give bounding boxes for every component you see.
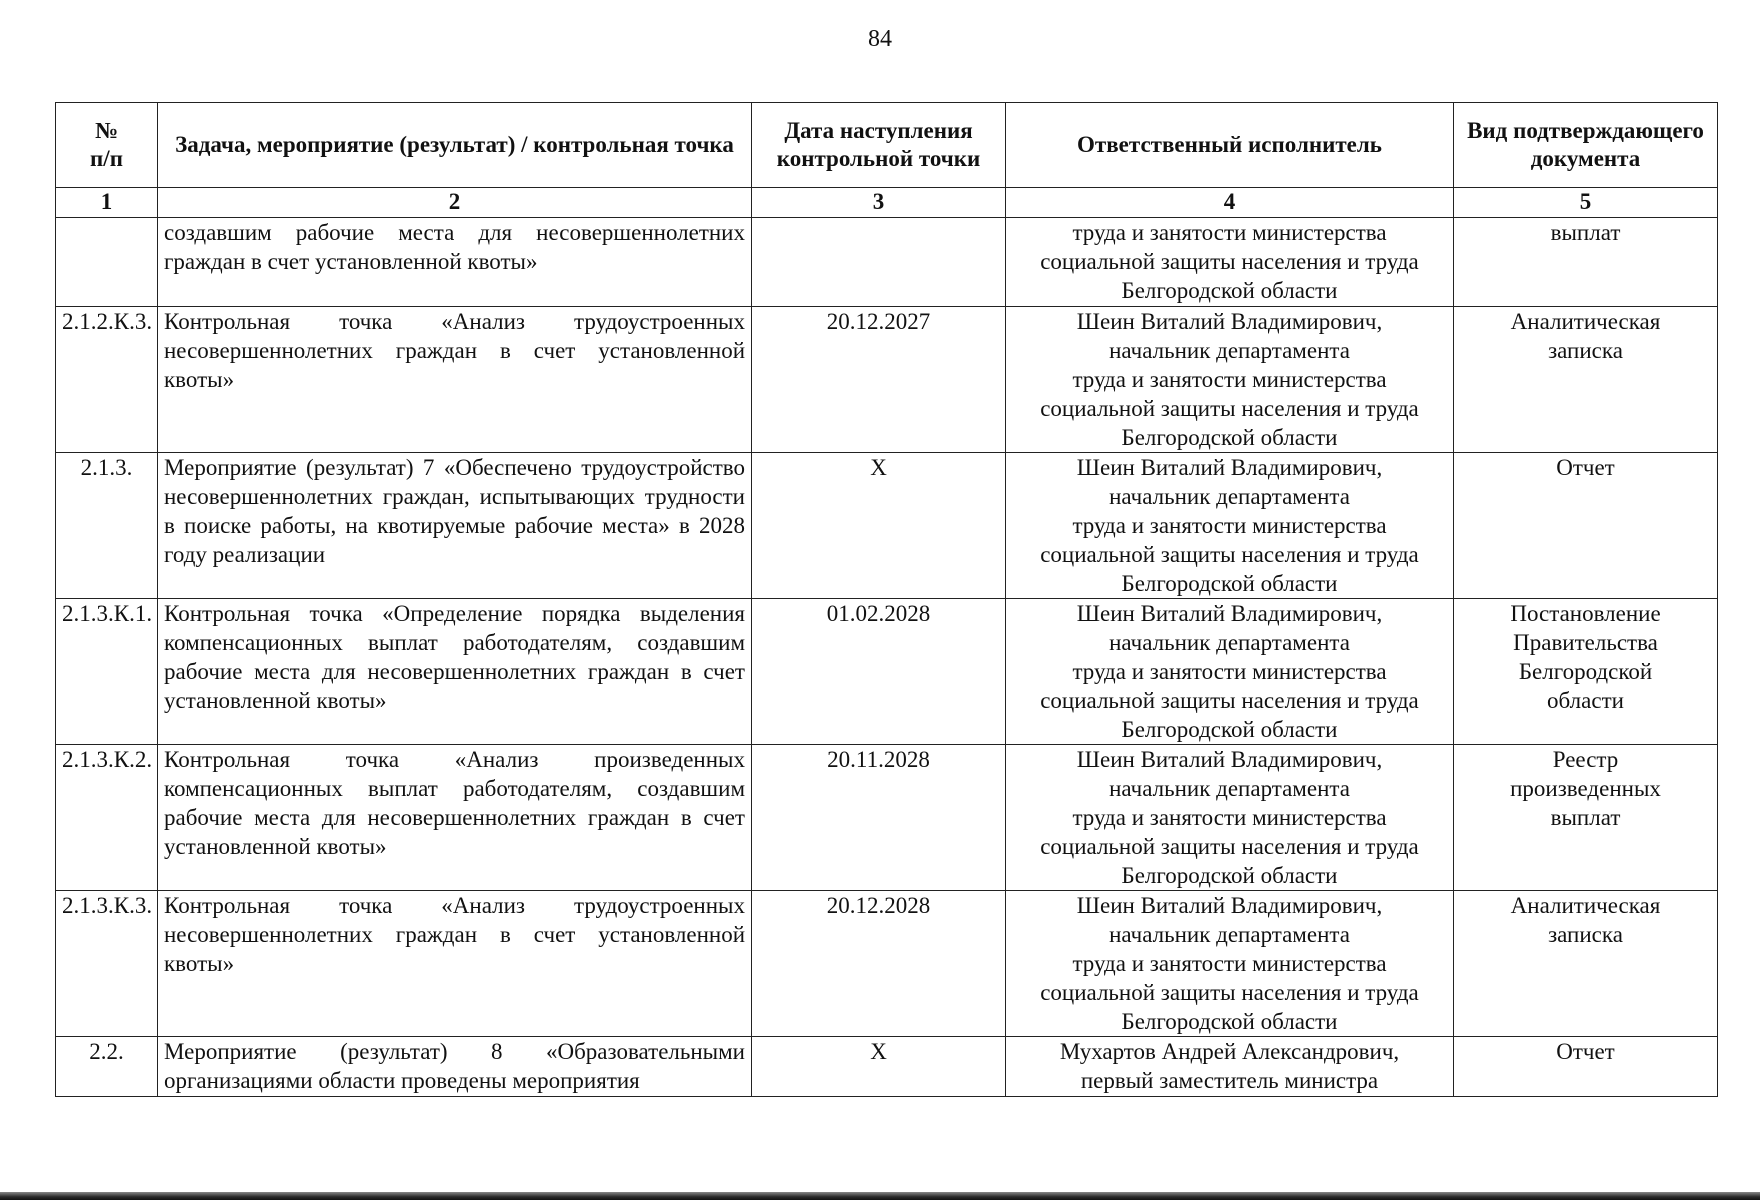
header-date: Дата наступления контрольной точки	[752, 103, 1006, 188]
header-executor: Ответственный исполнитель	[1006, 103, 1454, 188]
table-header-row	[56, 103, 1718, 188]
table-row	[56, 218, 1718, 307]
row-task: Контрольная точка «Определение порядка выделения компенсационных выплат работодателям, создавшим рабочие места для несовершеннолетних граждан в счет установленной квоты»	[158, 599, 752, 745]
row-document: Аналитическая записка	[1454, 891, 1718, 1037]
row-executor: труда и занятости министерства социальной защиты населения и труда Белгородской области	[1006, 218, 1454, 307]
table-row	[56, 745, 1718, 891]
row-executor: Шеин Виталий Владимирович, начальник департамента труда и занятости министерства социальной защиты населения и труда Белгородской области	[1006, 307, 1454, 453]
row-number: 2.1.3.	[56, 453, 158, 599]
table-row	[56, 891, 1718, 1037]
row-document: Аналитическая записка	[1454, 307, 1718, 453]
row-date: 20.11.2028	[752, 745, 1006, 891]
row-date: X	[752, 1037, 1006, 1097]
column-number: 2	[158, 188, 752, 218]
table-row	[56, 307, 1718, 453]
table-row	[56, 453, 1718, 599]
header-document: Вид подтверждающего документа	[1454, 103, 1718, 188]
column-number: 4	[1006, 188, 1454, 218]
row-document: Отчет	[1454, 453, 1718, 599]
row-document: Постановление Правительства Белгородской области	[1454, 599, 1718, 745]
row-executor: Шеин Виталий Владимирович, начальник департамента труда и занятости министерства социальной защиты населения и труда Белгородской области	[1006, 891, 1454, 1037]
row-date: 20.12.2028	[752, 891, 1006, 1037]
row-date: 01.02.2028	[752, 599, 1006, 745]
row-number	[56, 218, 158, 307]
row-date: X	[752, 453, 1006, 599]
row-date	[752, 218, 1006, 307]
row-date: 20.12.2027	[752, 307, 1006, 453]
table-row	[56, 599, 1718, 745]
row-number: 2.1.2.К.3.	[56, 307, 158, 453]
header-number: № п/п	[56, 103, 158, 188]
row-number: 2.1.3.К.3.	[56, 891, 158, 1037]
row-number: 2.1.3.К.1.	[56, 599, 158, 745]
scan-edge-shadow	[0, 1192, 1760, 1200]
control-points-table	[55, 102, 1718, 1097]
page-number: 84	[868, 26, 892, 52]
header-task: Задача, мероприятие (результат) / контрольная точка	[158, 103, 752, 188]
row-document: Реестр произведенных выплат	[1454, 745, 1718, 891]
table-row	[56, 1037, 1718, 1097]
column-number: 3	[752, 188, 1006, 218]
row-task: Мероприятие (результат) 7 «Обеспечено трудоустройство несовершеннолетних граждан, испытывающих трудности в поиске работы, на квотируемые рабочие места» в 2028 году реализации	[158, 453, 752, 599]
row-executor: Мухартов Андрей Александрович, первый заместитель министра	[1006, 1037, 1454, 1097]
row-number: 2.1.3.К.2.	[56, 745, 158, 891]
row-task: Контрольная точка «Анализ произведенных компенсационных выплат работодателям, создавшим рабочие места для несовершеннолетних граждан в счет установленной квоты»	[158, 745, 752, 891]
row-task: Контрольная точка «Анализ трудоустроенных несовершеннолетних граждан в счет установленной квоты»	[158, 891, 752, 1037]
row-executor: Шеин Виталий Владимирович, начальник департамента труда и занятости министерства социальной защиты населения и труда Белгородской области	[1006, 453, 1454, 599]
column-number: 5	[1454, 188, 1718, 218]
row-task: Контрольная точка «Анализ трудоустроенных несовершеннолетних граждан в счет установленной квоты»	[158, 307, 752, 453]
row-executor: Шеин Виталий Владимирович, начальник департамента труда и занятости министерства социальной защиты населения и труда Белгородской области	[1006, 745, 1454, 891]
row-document: Отчет	[1454, 1037, 1718, 1097]
row-number: 2.2.	[56, 1037, 158, 1097]
column-numbers-row	[56, 188, 1718, 218]
row-task: создавшим рабочие места для несовершеннолетних граждан в счет установленной квоты»	[158, 218, 752, 307]
row-document: выплат	[1454, 218, 1718, 307]
column-number: 1	[56, 188, 158, 218]
row-executor: Шеин Виталий Владимирович, начальник департамента труда и занятости министерства социальной защиты населения и труда Белгородской области	[1006, 599, 1454, 745]
row-task: Мероприятие (результат) 8 «Образовательными организациями области проведены мероприятия	[158, 1037, 752, 1097]
